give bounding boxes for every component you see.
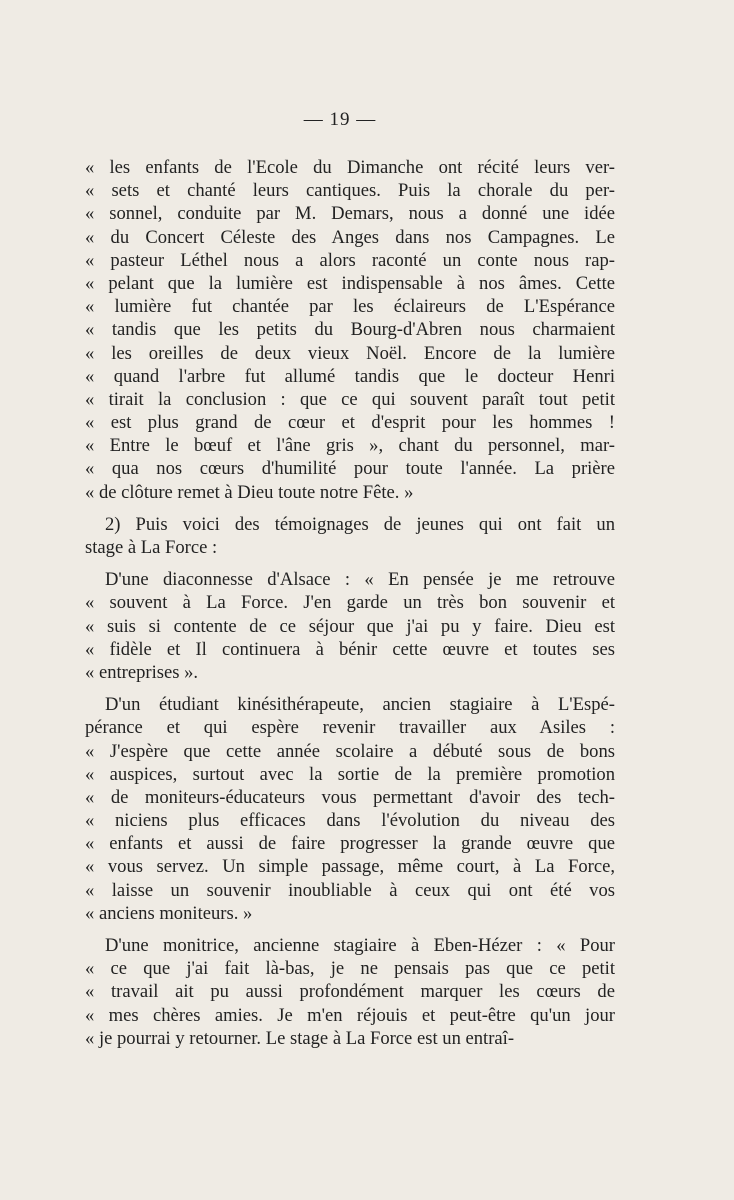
paragraph — [85, 568, 615, 684]
paragraph-gap — [85, 504, 615, 513]
text-line: 2) Puis voici des témoignages de jeunes qui ont fait un — [105, 513, 615, 535]
text-line: « sonnel, conduite par M. Demars, nous a donné une idée — [85, 203, 615, 225]
paragraph-gap — [85, 559, 615, 568]
text-line: « niciens plus efficaces dans l'évolution du niveau des — [85, 810, 615, 832]
text-line: « quand l'arbre fut allumé tandis que le docteur Henri — [85, 365, 615, 387]
paragraph — [85, 693, 615, 925]
text-line: « auspices, surtout avec la sortie de la première promotion — [85, 763, 615, 785]
text-line: « Entre le bœuf et l'âne gris », chant du personnel, mar- — [85, 435, 615, 457]
body-text — [85, 156, 615, 1050]
text-line: « les enfants de l'Ecole du Dimanche ont récité leurs ver- — [85, 157, 615, 178]
text-line: « les oreilles de deux vieux Noël. Encore de la lumière — [85, 342, 615, 364]
text-line: D'une diaconnesse d'Alsace : « En pensée je me retrouve — [105, 569, 615, 591]
text-line: « travail ait pu aussi profondément marquer les cœurs de — [85, 981, 615, 1003]
text-line: « anciens moniteurs. » — [85, 902, 253, 924]
text-line: « lumière fut chantée par les éclaireurs de L'Espérance — [85, 296, 615, 318]
paragraph-gap — [85, 684, 615, 693]
page-number: — 19 — — [303, 109, 377, 130]
text-line: « mes chères amies. Je m'en réjouis et peut-être qu'un jour — [85, 1004, 615, 1026]
text-line: « ce que j'ai fait là-bas, je ne pensais pas que ce petit — [85, 958, 615, 980]
text-line: « souvent à La Force. J'en garde un très bon souvenir et — [85, 592, 615, 614]
text-line: « de moniteurs-éducateurs vous permettant d'avoir des tech- — [85, 786, 615, 808]
paragraph — [85, 513, 615, 559]
text-line: stage à La Force : — [85, 537, 218, 558]
text-line: « pasteur Léthel nous a alors raconté un conte nous rap- — [85, 249, 615, 271]
text-line: D'une monitrice, ancienne stagiaire à Eben-Hézer : « Pour — [105, 935, 615, 956]
text-line: « sets et chanté leurs cantiques. Puis la chorale du per- — [85, 180, 615, 202]
text-line: « pelant que la lumière est indispensable à nos âmes. Cette — [85, 272, 615, 294]
text-line: « est plus grand de cœur et d'esprit pour les hommes ! — [85, 412, 615, 434]
text-line: « du Concert Céleste des Anges dans nos Campagnes. Le — [85, 226, 615, 248]
paragraph — [85, 156, 615, 504]
text-line: « entreprises ». — [85, 661, 199, 683]
text-line: pérance et qui espère revenir travailler aux Asiles : — [85, 717, 615, 739]
text-line: « de clôture remet à Dieu toute notre Fête. » — [85, 481, 414, 503]
text-line: « suis si contente de ce séjour que j'ai pu y faire. Dieu est — [85, 615, 615, 637]
text-line: « je pourrai y retourner. Le stage à La Force est un entraî- — [85, 1027, 515, 1049]
text-line: « enfants et aussi de faire progresser la grande œuvre que — [85, 833, 615, 855]
text-line: « tandis que les petits du Bourg-d'Abren nous charmaient — [85, 319, 615, 341]
paragraph — [85, 934, 615, 1050]
text-line: « qua nos cœurs d'humilité pour toute l'année. La prière — [85, 458, 615, 480]
text-line: « tirait la conclusion : que ce qui souvent paraît tout petit — [85, 388, 615, 410]
text-line: « laisse un souvenir inoubliable à ceux qui ont été vos — [85, 879, 615, 901]
text-line: D'un étudiant kinésithérapeute, ancien stagiaire à L'Espé- — [105, 694, 615, 716]
text-line: « fidèle et Il continuera à bénir cette œuvre et toutes ses — [85, 638, 615, 660]
paragraph-gap — [85, 925, 615, 934]
text-line: « J'espère que cette année scolaire a débuté sous de bons — [85, 740, 615, 762]
text-line: « vous servez. Un simple passage, même court, à La Force, — [85, 856, 615, 878]
